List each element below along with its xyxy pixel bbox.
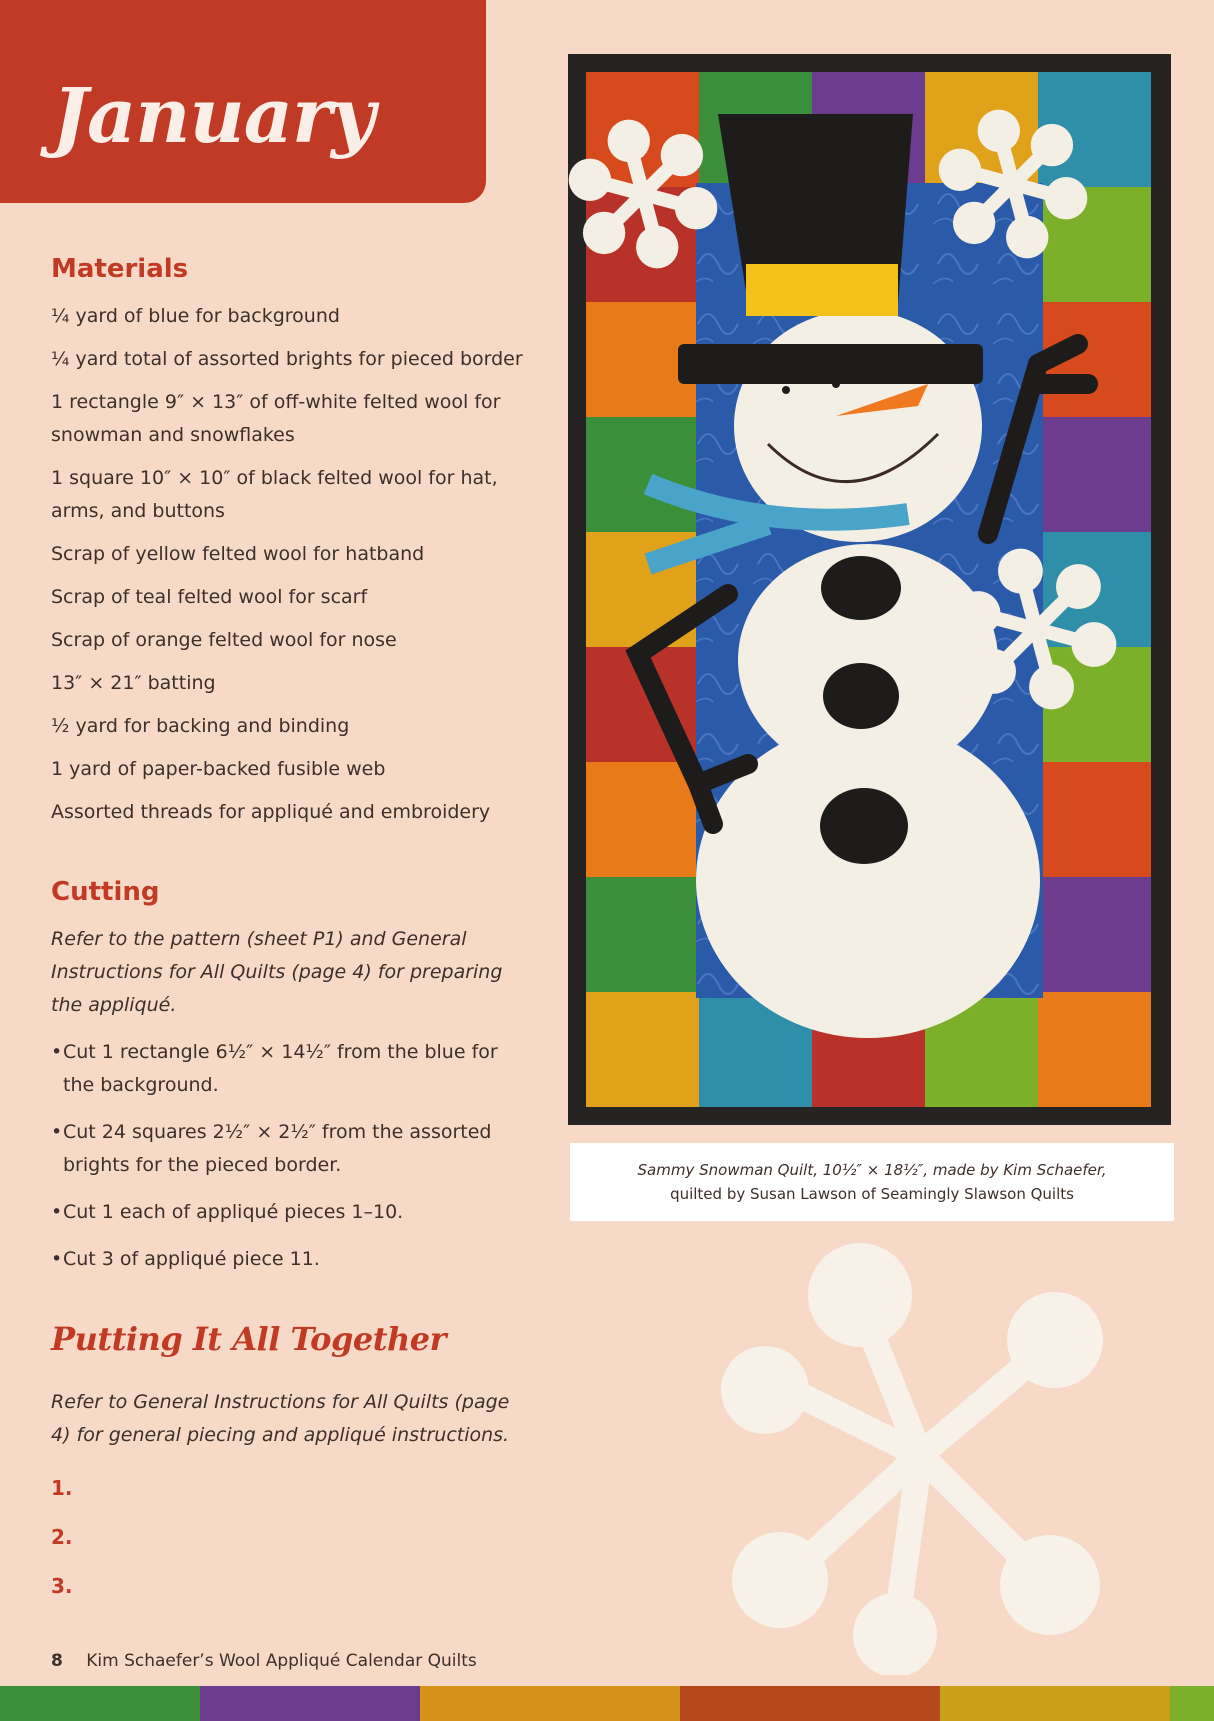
snowman-button-middle [823, 663, 899, 729]
month-title: January [52, 71, 375, 160]
cutting-item [51, 1196, 531, 1229]
cutting-item [51, 1243, 531, 1276]
hat-band [746, 264, 898, 316]
caption-line-1: Sammy Snowman Quilt, 10½″ × 18½″, made by Kim Schaefer, [637, 1161, 1107, 1179]
caption-line-2: quilted by Susan Lawson of Seamingly Slawson Quilts [670, 1185, 1074, 1203]
step-number: 3. [51, 1574, 73, 1598]
border-square [1038, 762, 1151, 877]
border-square [1038, 992, 1151, 1107]
hat-brim [678, 344, 983, 384]
cutting-item-text: Cut 1 rectangle 6½″ × 14½″ from the blue for the background. [63, 1041, 498, 1096]
border-square [586, 992, 699, 1107]
materials-list [51, 300, 531, 839]
bullet-icon: • [51, 1201, 63, 1223]
material-item: ¼ yard of blue for background [51, 305, 340, 327]
material-item: Scrap of orange felted wool for nose [51, 629, 397, 651]
materials-heading: Materials [51, 254, 189, 284]
material-item: 1 yard of paper-backed fusible web [51, 758, 386, 780]
snowman-button-top [821, 556, 901, 620]
material-item: Assorted threads for appliqué and embroidery [51, 801, 491, 823]
bullet-icon: • [51, 1121, 63, 1143]
cutting-item [51, 1036, 531, 1102]
cutting-item [51, 1116, 531, 1182]
cutting-intro: Refer to the pattern (sheet P1) and General Instructions for All Quilts (page 4) for preparing the appliqué. [51, 928, 503, 1016]
material-item: ½ yard for backing and binding [51, 715, 350, 737]
snowman-quilt-photo [568, 54, 1171, 1125]
step-number: 2. [51, 1525, 73, 1549]
cutting-item-text: Cut 1 each of appliqué pieces 1–10. [63, 1201, 404, 1223]
material-item: ¼ yard total of assorted brights for pieced border [51, 348, 523, 370]
cutting-list [51, 1036, 531, 1290]
decorative-snowflake [720, 1235, 1120, 1675]
material-item: Scrap of teal felted wool for scarf [51, 586, 368, 608]
bottom-fabric-strip [0, 1686, 1214, 1721]
border-square [586, 877, 699, 992]
photo-caption [570, 1143, 1174, 1221]
border-square [586, 417, 699, 532]
together-heading: Putting It All Together [51, 1320, 446, 1358]
snowman-button-bottom [820, 788, 908, 864]
page-footer [51, 1651, 477, 1671]
material-item: 13″ × 21″ batting [51, 672, 216, 694]
page-number: 8 [51, 1651, 63, 1671]
border-square [1038, 417, 1151, 532]
material-item: 1 rectangle 9″ × 13″ of off-white felted wool for snowman and snowflakes [51, 391, 501, 446]
bullet-icon: • [51, 1041, 63, 1063]
material-item: 1 square 10″ × 10″ of black felted wool for hat, arms, and buttons [51, 467, 498, 522]
border-square [586, 762, 699, 877]
bullet-icon: • [51, 1248, 63, 1270]
cutting-item-text: Cut 24 squares 2½″ × 2½″ from the assorted brights for the pieced border. [63, 1121, 492, 1176]
cutting-item-text: Cut 3 of appliqué piece 11. [63, 1248, 320, 1270]
cutting-heading: Cutting [51, 877, 160, 907]
border-square [1038, 877, 1151, 992]
book-title: Kim Schaefer’s Wool Appliqué Calendar Quilts [86, 1651, 477, 1671]
together-intro: Refer to General Instructions for All Quilts (page 4) for general piecing and appliqué instructions. [51, 1391, 510, 1446]
snowman-eye-left [782, 386, 790, 394]
material-item: Scrap of yellow felted wool for hatband [51, 543, 425, 565]
steps-list [51, 1473, 73, 1620]
step-number: 1. [51, 1476, 73, 1500]
